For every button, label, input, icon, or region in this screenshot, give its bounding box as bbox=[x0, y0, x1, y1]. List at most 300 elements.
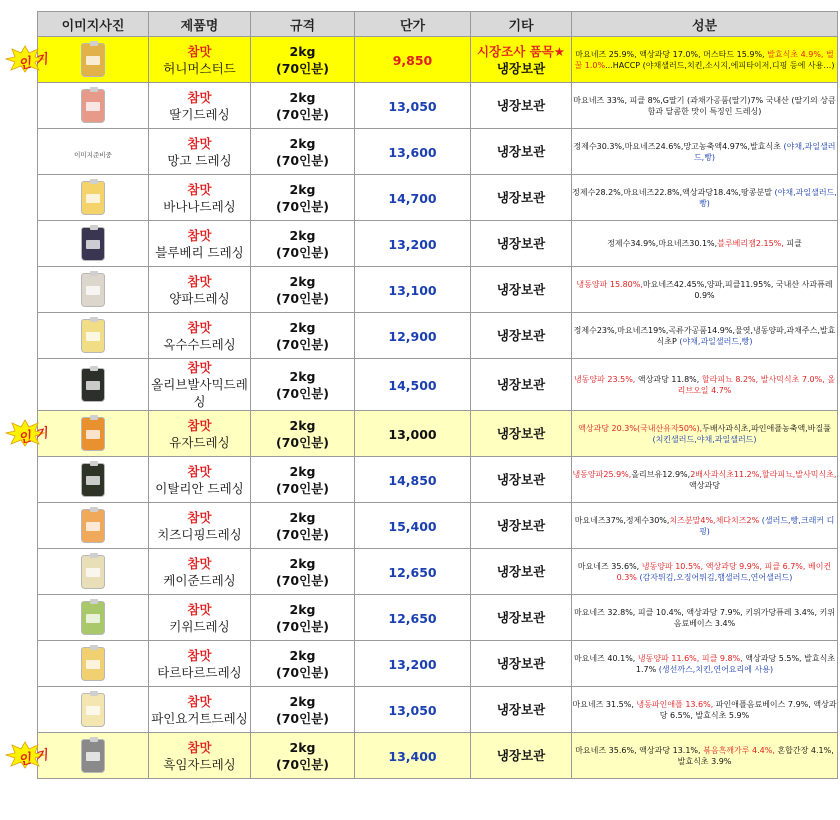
product-name-cell bbox=[149, 129, 251, 175]
brand-name: 참맛 bbox=[187, 89, 212, 105]
price-cell bbox=[355, 733, 471, 779]
ingredient-text: 액상과당 5.5%, 발효식초 1.7% bbox=[635, 653, 836, 674]
price-cell bbox=[355, 129, 471, 175]
price-cell bbox=[355, 641, 471, 687]
ingredients-cell bbox=[572, 83, 838, 129]
product-image-cell bbox=[38, 83, 149, 129]
pouch-label bbox=[86, 56, 100, 65]
price-cell bbox=[355, 37, 471, 83]
spec-cell bbox=[251, 733, 355, 779]
ingredient-text: 냉동파인애플 13.6%, bbox=[636, 699, 714, 709]
ingredient-text: 피클 bbox=[783, 239, 802, 248]
popular-badge-text: 인 기 bbox=[17, 748, 50, 769]
etc-cell bbox=[471, 733, 572, 779]
spec-servings: (70인분) bbox=[276, 710, 329, 726]
brand-name: 참맛 bbox=[187, 181, 212, 197]
etc-cell bbox=[471, 549, 572, 595]
spec-weight: 2kg bbox=[289, 89, 316, 105]
unit-price: 13,050 bbox=[388, 99, 437, 114]
product-name-cell bbox=[149, 595, 251, 641]
storage-note: 냉장보관 bbox=[496, 144, 546, 159]
pouch-label bbox=[86, 240, 100, 249]
price-cell bbox=[355, 595, 471, 641]
product-pouch-image bbox=[81, 368, 105, 402]
product-name: 망고 드레싱 bbox=[167, 152, 232, 168]
ingredient-text: 마요네즈 33%, 피클 8%,G딸기 (과채가공품(딸기)7% 국내산 (딸기의 상큼함과 달콤한 맛이 특징인 드레싱) bbox=[573, 95, 836, 116]
unit-price: 13,000 bbox=[388, 427, 437, 442]
unit-price: 9,850 bbox=[392, 53, 433, 68]
popular-badge bbox=[5, 741, 50, 769]
spec-cell bbox=[251, 267, 355, 313]
pouch-label bbox=[86, 102, 100, 111]
product-pouch-image bbox=[81, 227, 105, 261]
product-pouch-image bbox=[81, 555, 105, 589]
spec-servings: (70인분) bbox=[276, 572, 329, 588]
ingredient-text: 두배사과식초,파인애플농축액,바질풀 bbox=[702, 423, 831, 433]
storage-note: 냉장보관 bbox=[496, 60, 546, 76]
pouch-cap bbox=[90, 179, 98, 184]
product-name: 허니머스터드 bbox=[163, 60, 236, 76]
pouch-cap bbox=[90, 553, 98, 558]
ingredients-cell bbox=[572, 503, 838, 549]
spec-weight: 2kg bbox=[289, 181, 316, 197]
price-cell bbox=[355, 83, 471, 129]
product-image-cell bbox=[38, 267, 149, 313]
price-cell bbox=[355, 457, 471, 503]
product-name: 옥수수드레싱 bbox=[163, 336, 236, 352]
ingredient-text: 발효식초 4.9%, 벌꿀 1.0% bbox=[574, 49, 834, 70]
product-pouch-image bbox=[81, 509, 105, 543]
storage-note: 냉장보관 bbox=[496, 518, 546, 533]
ingredient-text: 마요네즈 32.8%, 피클 10.4%, 액상과당 7.9%, 키위가당퓨레 3.4%, 키위음료베이스 3.4% bbox=[573, 607, 836, 628]
unit-price: 15,400 bbox=[388, 519, 437, 534]
ingredient-text: 냉동양파 10.5%, 액상과당 9.9%, 피클 6.7%, 베이컨 0.3% bbox=[616, 561, 832, 582]
price-cell bbox=[355, 359, 471, 411]
pouch-label bbox=[86, 430, 100, 439]
etc-cell bbox=[471, 411, 572, 457]
ingredients-cell bbox=[572, 457, 838, 503]
storage-note: 냉장보관 bbox=[496, 190, 546, 205]
product-name-cell bbox=[149, 83, 251, 129]
product-image-cell bbox=[38, 733, 149, 779]
product-image-cell bbox=[38, 221, 149, 267]
header-price: 단가 bbox=[355, 12, 471, 37]
price-cell bbox=[355, 411, 471, 457]
ingredient-text: 액상과당 20.3%(국내산유자50%), bbox=[578, 423, 703, 433]
product-image-cell bbox=[38, 595, 149, 641]
product-pouch-image bbox=[81, 273, 105, 307]
header-etc: 기타 bbox=[471, 12, 572, 37]
spec-cell bbox=[251, 359, 355, 411]
pouch-cap bbox=[90, 461, 98, 466]
pouch-label bbox=[86, 752, 100, 761]
ingredients-cell bbox=[572, 595, 838, 641]
spec-cell bbox=[251, 129, 355, 175]
ingredient-text: 마요네즈 40.1%, bbox=[573, 653, 638, 663]
brand-name: 참맛 bbox=[187, 601, 212, 617]
spec-weight: 2kg bbox=[289, 601, 316, 617]
pouch-cap bbox=[90, 645, 98, 650]
brand-name: 참맛 bbox=[187, 43, 212, 59]
spec-cell bbox=[251, 411, 355, 457]
ingredient-text: 냉동양파25.9%, bbox=[572, 469, 632, 479]
product-image-cell bbox=[38, 641, 149, 687]
ingredient-text: (샐러드,빵,크래커 디핑) bbox=[699, 515, 835, 536]
product-pouch-image bbox=[81, 647, 105, 681]
popular-badge-text: 인 기 bbox=[17, 426, 50, 447]
ingredient-text: 마요네즈 25.9%, 액상과당 17.0%, 머스타드 15.9%, bbox=[575, 49, 768, 59]
product-image-cell bbox=[38, 129, 149, 175]
etc-cell bbox=[471, 687, 572, 733]
spec-servings: (70인분) bbox=[276, 198, 329, 214]
pouch-label bbox=[86, 660, 100, 669]
table-row bbox=[38, 37, 838, 83]
product-name: 유자드레싱 bbox=[169, 434, 230, 450]
etc-cell bbox=[471, 457, 572, 503]
ingredient-text: 올리브유12.9%, bbox=[631, 469, 691, 479]
unit-price: 12,650 bbox=[388, 611, 437, 626]
etc-cell bbox=[471, 359, 572, 411]
ingredient-text: 치즈분말4%,체다치즈2% bbox=[669, 515, 762, 525]
storage-note: 냉장보관 bbox=[496, 748, 546, 763]
spec-servings: (70인분) bbox=[276, 480, 329, 496]
product-name: 양파드레싱 bbox=[169, 290, 230, 306]
spec-cell bbox=[251, 503, 355, 549]
product-pouch-image bbox=[81, 181, 105, 215]
storage-note: 냉장보관 bbox=[496, 328, 546, 343]
price-cell bbox=[355, 313, 471, 359]
brand-name: 참맛 bbox=[187, 273, 212, 289]
product-pouch-image bbox=[81, 739, 105, 773]
spec-weight: 2kg bbox=[289, 693, 316, 709]
ingredients-cell bbox=[572, 733, 838, 779]
storage-note: 냉장보관 bbox=[496, 236, 546, 251]
storage-note: 냉장보관 bbox=[496, 98, 546, 113]
spec-servings: (70인분) bbox=[276, 526, 329, 542]
ingredients-cell bbox=[572, 359, 838, 411]
popular-badge-text: 인 기 bbox=[17, 52, 50, 73]
popular-badge bbox=[5, 419, 50, 447]
product-name: 블루베리 드레싱 bbox=[155, 244, 244, 260]
price-cell bbox=[355, 549, 471, 595]
spec-cell bbox=[251, 641, 355, 687]
spec-weight: 2kg bbox=[289, 227, 316, 243]
pouch-label bbox=[86, 522, 100, 531]
header-ingredients: 성분 bbox=[572, 12, 838, 37]
unit-price: 12,900 bbox=[388, 329, 437, 344]
product-image-cell bbox=[38, 503, 149, 549]
brand-name: 참맛 bbox=[187, 227, 212, 243]
pouch-cap bbox=[90, 507, 98, 512]
table-row bbox=[38, 83, 838, 129]
spec-servings: (70인분) bbox=[276, 290, 329, 306]
etc-cell bbox=[471, 175, 572, 221]
product-name: 올리브발사믹드레싱 bbox=[151, 377, 248, 409]
spec-cell bbox=[251, 221, 355, 267]
ingredient-text: 마요네즈42.45%,양파,피클11.95%, 국내산 사과퓨레 0.9% bbox=[642, 279, 833, 300]
header-spec: 규격 bbox=[251, 12, 355, 37]
spec-cell bbox=[251, 457, 355, 503]
product-pouch-image bbox=[81, 601, 105, 635]
spec-cell bbox=[251, 595, 355, 641]
ingredients-cell bbox=[572, 221, 838, 267]
etc-cell bbox=[471, 503, 572, 549]
storage-note: 냉장보관 bbox=[496, 702, 546, 717]
ingredient-text: (야채,과일샐러드,빵) bbox=[679, 336, 753, 346]
storage-note: 냉장보관 bbox=[496, 610, 546, 625]
etc-cell bbox=[471, 595, 572, 641]
brand-name: 참맛 bbox=[187, 693, 212, 709]
spec-servings: (70인분) bbox=[276, 60, 329, 76]
storage-note: 냉장보관 bbox=[496, 472, 546, 487]
table-row bbox=[38, 411, 838, 457]
product-name-cell bbox=[149, 175, 251, 221]
table-row bbox=[38, 175, 838, 221]
ingredient-text: (생선까스,치킨,연어요리에 사용) bbox=[658, 664, 774, 674]
product-name-cell bbox=[149, 411, 251, 457]
product-name: 흑임자드레싱 bbox=[163, 756, 236, 772]
table-row bbox=[38, 313, 838, 359]
product-price-table bbox=[37, 11, 838, 779]
ingredient-text: 할라피뇨 8.2%, 발사믹식초 7.0%, 올리브오일 4.7% bbox=[677, 374, 836, 395]
table-row bbox=[38, 503, 838, 549]
pouch-cap bbox=[90, 737, 98, 742]
etc-cell bbox=[471, 129, 572, 175]
pouch-label bbox=[86, 614, 100, 623]
spec-cell bbox=[251, 83, 355, 129]
storage-note: 냉장보관 bbox=[496, 656, 546, 671]
unit-price: 13,600 bbox=[388, 145, 437, 160]
pouch-cap bbox=[90, 366, 98, 371]
table-row bbox=[38, 687, 838, 733]
product-name: 파인요거트드레싱 bbox=[151, 710, 248, 726]
product-pouch-image bbox=[81, 43, 105, 77]
spec-servings: (70인분) bbox=[276, 244, 329, 260]
storage-note: 냉장보관 bbox=[496, 377, 546, 392]
ingredient-text: 냉동양파 15.80%, bbox=[576, 279, 643, 289]
price-cell bbox=[355, 267, 471, 313]
etc-cell bbox=[471, 267, 572, 313]
product-name-cell bbox=[149, 457, 251, 503]
product-pouch-image bbox=[81, 89, 105, 123]
market-survey-note: 시장조사 품목★ bbox=[476, 43, 565, 59]
product-image-cell bbox=[38, 359, 149, 411]
product-pouch-image bbox=[81, 417, 105, 451]
product-pouch-image bbox=[81, 693, 105, 727]
ingredients-cell bbox=[572, 687, 838, 733]
header-image: 이미지사진 bbox=[38, 12, 149, 37]
etc-cell bbox=[471, 313, 572, 359]
ingredient-text: 볶음흑깨가루 4.4%, bbox=[703, 745, 775, 755]
ingredient-text: (야채,과일샐러드,빵) bbox=[699, 187, 837, 208]
product-name: 바나나드레싱 bbox=[163, 198, 236, 214]
product-name-cell bbox=[149, 359, 251, 411]
ingredients-cell bbox=[572, 411, 838, 457]
brand-name: 참맛 bbox=[187, 463, 212, 479]
ingredients-cell bbox=[572, 549, 838, 595]
spec-servings: (70인분) bbox=[276, 106, 329, 122]
pouch-cap bbox=[90, 415, 98, 420]
pouch-label bbox=[86, 476, 100, 485]
spec-weight: 2kg bbox=[289, 273, 316, 289]
storage-note: 냉장보관 bbox=[496, 282, 546, 297]
storage-note: 냉장보관 bbox=[496, 564, 546, 579]
pouch-label bbox=[86, 332, 100, 341]
brand-name: 참맛 bbox=[187, 319, 212, 335]
table-row bbox=[38, 267, 838, 313]
spec-cell bbox=[251, 175, 355, 221]
product-name-cell bbox=[149, 687, 251, 733]
brand-name: 참맛 bbox=[187, 360, 212, 375]
unit-price: 13,200 bbox=[388, 657, 437, 672]
table-row bbox=[38, 129, 838, 175]
ingredient-text: 정제수28.2%,마요네즈22.8%,액상과당18.4%,땅콩분말 bbox=[572, 187, 775, 197]
ingredient-text: 정제수23%,마요네즈19%,곡류가공품14.9%,물엿,냉동양파,과채주스,발효식초P bbox=[573, 325, 836, 346]
pouch-label bbox=[86, 706, 100, 715]
spec-cell bbox=[251, 37, 355, 83]
unit-price: 13,100 bbox=[388, 283, 437, 298]
ingredient-text: 파인애플음료베이스 7.9%, 액상과당 6.5%, 발효식초 5.9% bbox=[659, 699, 837, 720]
pouch-label bbox=[86, 381, 100, 390]
pouch-label bbox=[86, 194, 100, 203]
spec-cell bbox=[251, 549, 355, 595]
ingredient-text: 마요네즈 35.6%, 액상과당 13.1%, bbox=[575, 745, 704, 755]
product-image-cell bbox=[38, 687, 149, 733]
brand-name: 참맛 bbox=[187, 739, 212, 755]
popular-badge bbox=[5, 45, 50, 73]
spec-weight: 2kg bbox=[289, 739, 316, 755]
product-name: 이탈리안 드레싱 bbox=[155, 480, 244, 496]
spec-weight: 2kg bbox=[289, 319, 316, 335]
pouch-cap bbox=[90, 41, 98, 46]
product-pouch-image bbox=[81, 319, 105, 353]
product-name-cell bbox=[149, 313, 251, 359]
spec-servings: (70인분) bbox=[276, 152, 329, 168]
spec-cell bbox=[251, 313, 355, 359]
spec-servings: (70인분) bbox=[276, 434, 329, 450]
unit-price: 14,700 bbox=[388, 191, 437, 206]
image-placeholder-text: 이미지준비중 bbox=[74, 151, 112, 159]
spec-weight: 2kg bbox=[289, 135, 316, 151]
pouch-label bbox=[86, 568, 100, 577]
etc-cell bbox=[471, 641, 572, 687]
price-cell bbox=[355, 687, 471, 733]
product-name: 키위드레싱 bbox=[169, 618, 230, 634]
ingredient-text: 액상과당 bbox=[689, 480, 720, 490]
product-name-cell bbox=[149, 549, 251, 595]
brand-name: 참맛 bbox=[187, 647, 212, 663]
product-name-cell bbox=[149, 641, 251, 687]
pouch-cap bbox=[90, 271, 98, 276]
ingredients-cell bbox=[572, 37, 838, 83]
spec-weight: 2kg bbox=[289, 647, 316, 663]
spec-weight: 2kg bbox=[289, 417, 316, 433]
etc-cell bbox=[471, 37, 572, 83]
spec-servings: (70인분) bbox=[276, 618, 329, 634]
product-name: 딸기드레싱 bbox=[169, 106, 230, 122]
product-image-cell bbox=[38, 549, 149, 595]
unit-price: 14,500 bbox=[388, 378, 437, 393]
pouch-cap bbox=[90, 225, 98, 230]
ingredient-text: 마요네즈 31.5%, bbox=[572, 699, 637, 709]
pouch-cap bbox=[90, 317, 98, 322]
product-name-cell bbox=[149, 503, 251, 549]
product-image-cell bbox=[38, 313, 149, 359]
spec-cell bbox=[251, 687, 355, 733]
ingredient-text: 마요네즈 35.6%, bbox=[577, 561, 642, 571]
ingredient-text: 냉동양파 11.6%, 피클 9.8%, bbox=[637, 653, 743, 663]
ingredient-text: 블루베리잼2.15%, bbox=[717, 239, 784, 248]
ingredient-text: (야채,과일샐러드,빵) bbox=[693, 141, 836, 162]
spec-weight: 2kg bbox=[289, 368, 316, 384]
etc-cell bbox=[471, 83, 572, 129]
table-row bbox=[38, 549, 838, 595]
unit-price: 13,050 bbox=[388, 703, 437, 718]
spec-weight: 2kg bbox=[289, 509, 316, 525]
price-cell bbox=[355, 221, 471, 267]
pouch-cap bbox=[90, 691, 98, 696]
product-image-cell bbox=[38, 175, 149, 221]
pouch-cap bbox=[90, 87, 98, 92]
table-row bbox=[38, 457, 838, 503]
header-row bbox=[38, 12, 838, 37]
table-row bbox=[38, 641, 838, 687]
storage-note: 냉장보관 bbox=[496, 426, 546, 441]
ingredient-text: 정제수34.9%,마요네즈30.1%, bbox=[607, 239, 718, 248]
product-image-cell bbox=[38, 37, 149, 83]
spec-weight: 2kg bbox=[289, 463, 316, 479]
ingredient-text: 냉동양파 23.5%, bbox=[573, 374, 636, 384]
product-pouch-image bbox=[81, 463, 105, 497]
spec-weight: 2kg bbox=[289, 43, 316, 59]
product-name-cell bbox=[149, 733, 251, 779]
ingredient-text: 정제수30.3%,마요네즈24.6%,망고농축액4.97%,발효식초 bbox=[573, 141, 784, 151]
spec-servings: (70인분) bbox=[276, 336, 329, 352]
product-name-cell bbox=[149, 267, 251, 313]
pouch-label bbox=[86, 286, 100, 295]
table-row bbox=[38, 221, 838, 267]
brand-name: 참맛 bbox=[187, 417, 212, 433]
ingredient-text: 마요네즈37%,정제수30%, bbox=[574, 515, 670, 525]
ingredient-text: 액상과당 11.8%, bbox=[635, 374, 702, 384]
spec-servings: (70인분) bbox=[276, 756, 329, 772]
etc-cell bbox=[471, 221, 572, 267]
pouch-cap bbox=[90, 599, 98, 604]
spec-servings: (70인분) bbox=[276, 385, 329, 401]
ingredient-text: (감자튀김,오징어튀김,햄샐러드,연어샐러드) bbox=[639, 572, 793, 582]
product-name-cell bbox=[149, 221, 251, 267]
ingredients-cell bbox=[572, 267, 838, 313]
ingredient-text: (치킨샐러드,야채,과일샐러드) bbox=[652, 434, 757, 444]
product-image-cell bbox=[38, 411, 149, 457]
brand-name: 참맛 bbox=[187, 135, 212, 151]
brand-name: 참맛 bbox=[187, 509, 212, 525]
ingredients-cell bbox=[572, 313, 838, 359]
brand-name: 참맛 bbox=[187, 555, 212, 571]
spec-servings: (70인분) bbox=[276, 664, 329, 680]
product-name-cell bbox=[149, 37, 251, 83]
product-name: 타르타르드레싱 bbox=[157, 664, 242, 680]
ingredients-cell bbox=[572, 175, 838, 221]
ingredients-cell bbox=[572, 641, 838, 687]
unit-price: 13,200 bbox=[388, 237, 437, 252]
unit-price: 12,650 bbox=[388, 565, 437, 580]
ingredient-text: 2배사과식초11.2%,할라피뇨,발사믹식초, bbox=[690, 469, 837, 479]
table-row bbox=[38, 733, 838, 779]
header-product: 제품명 bbox=[149, 12, 251, 37]
price-cell bbox=[355, 503, 471, 549]
spec-weight: 2kg bbox=[289, 555, 316, 571]
